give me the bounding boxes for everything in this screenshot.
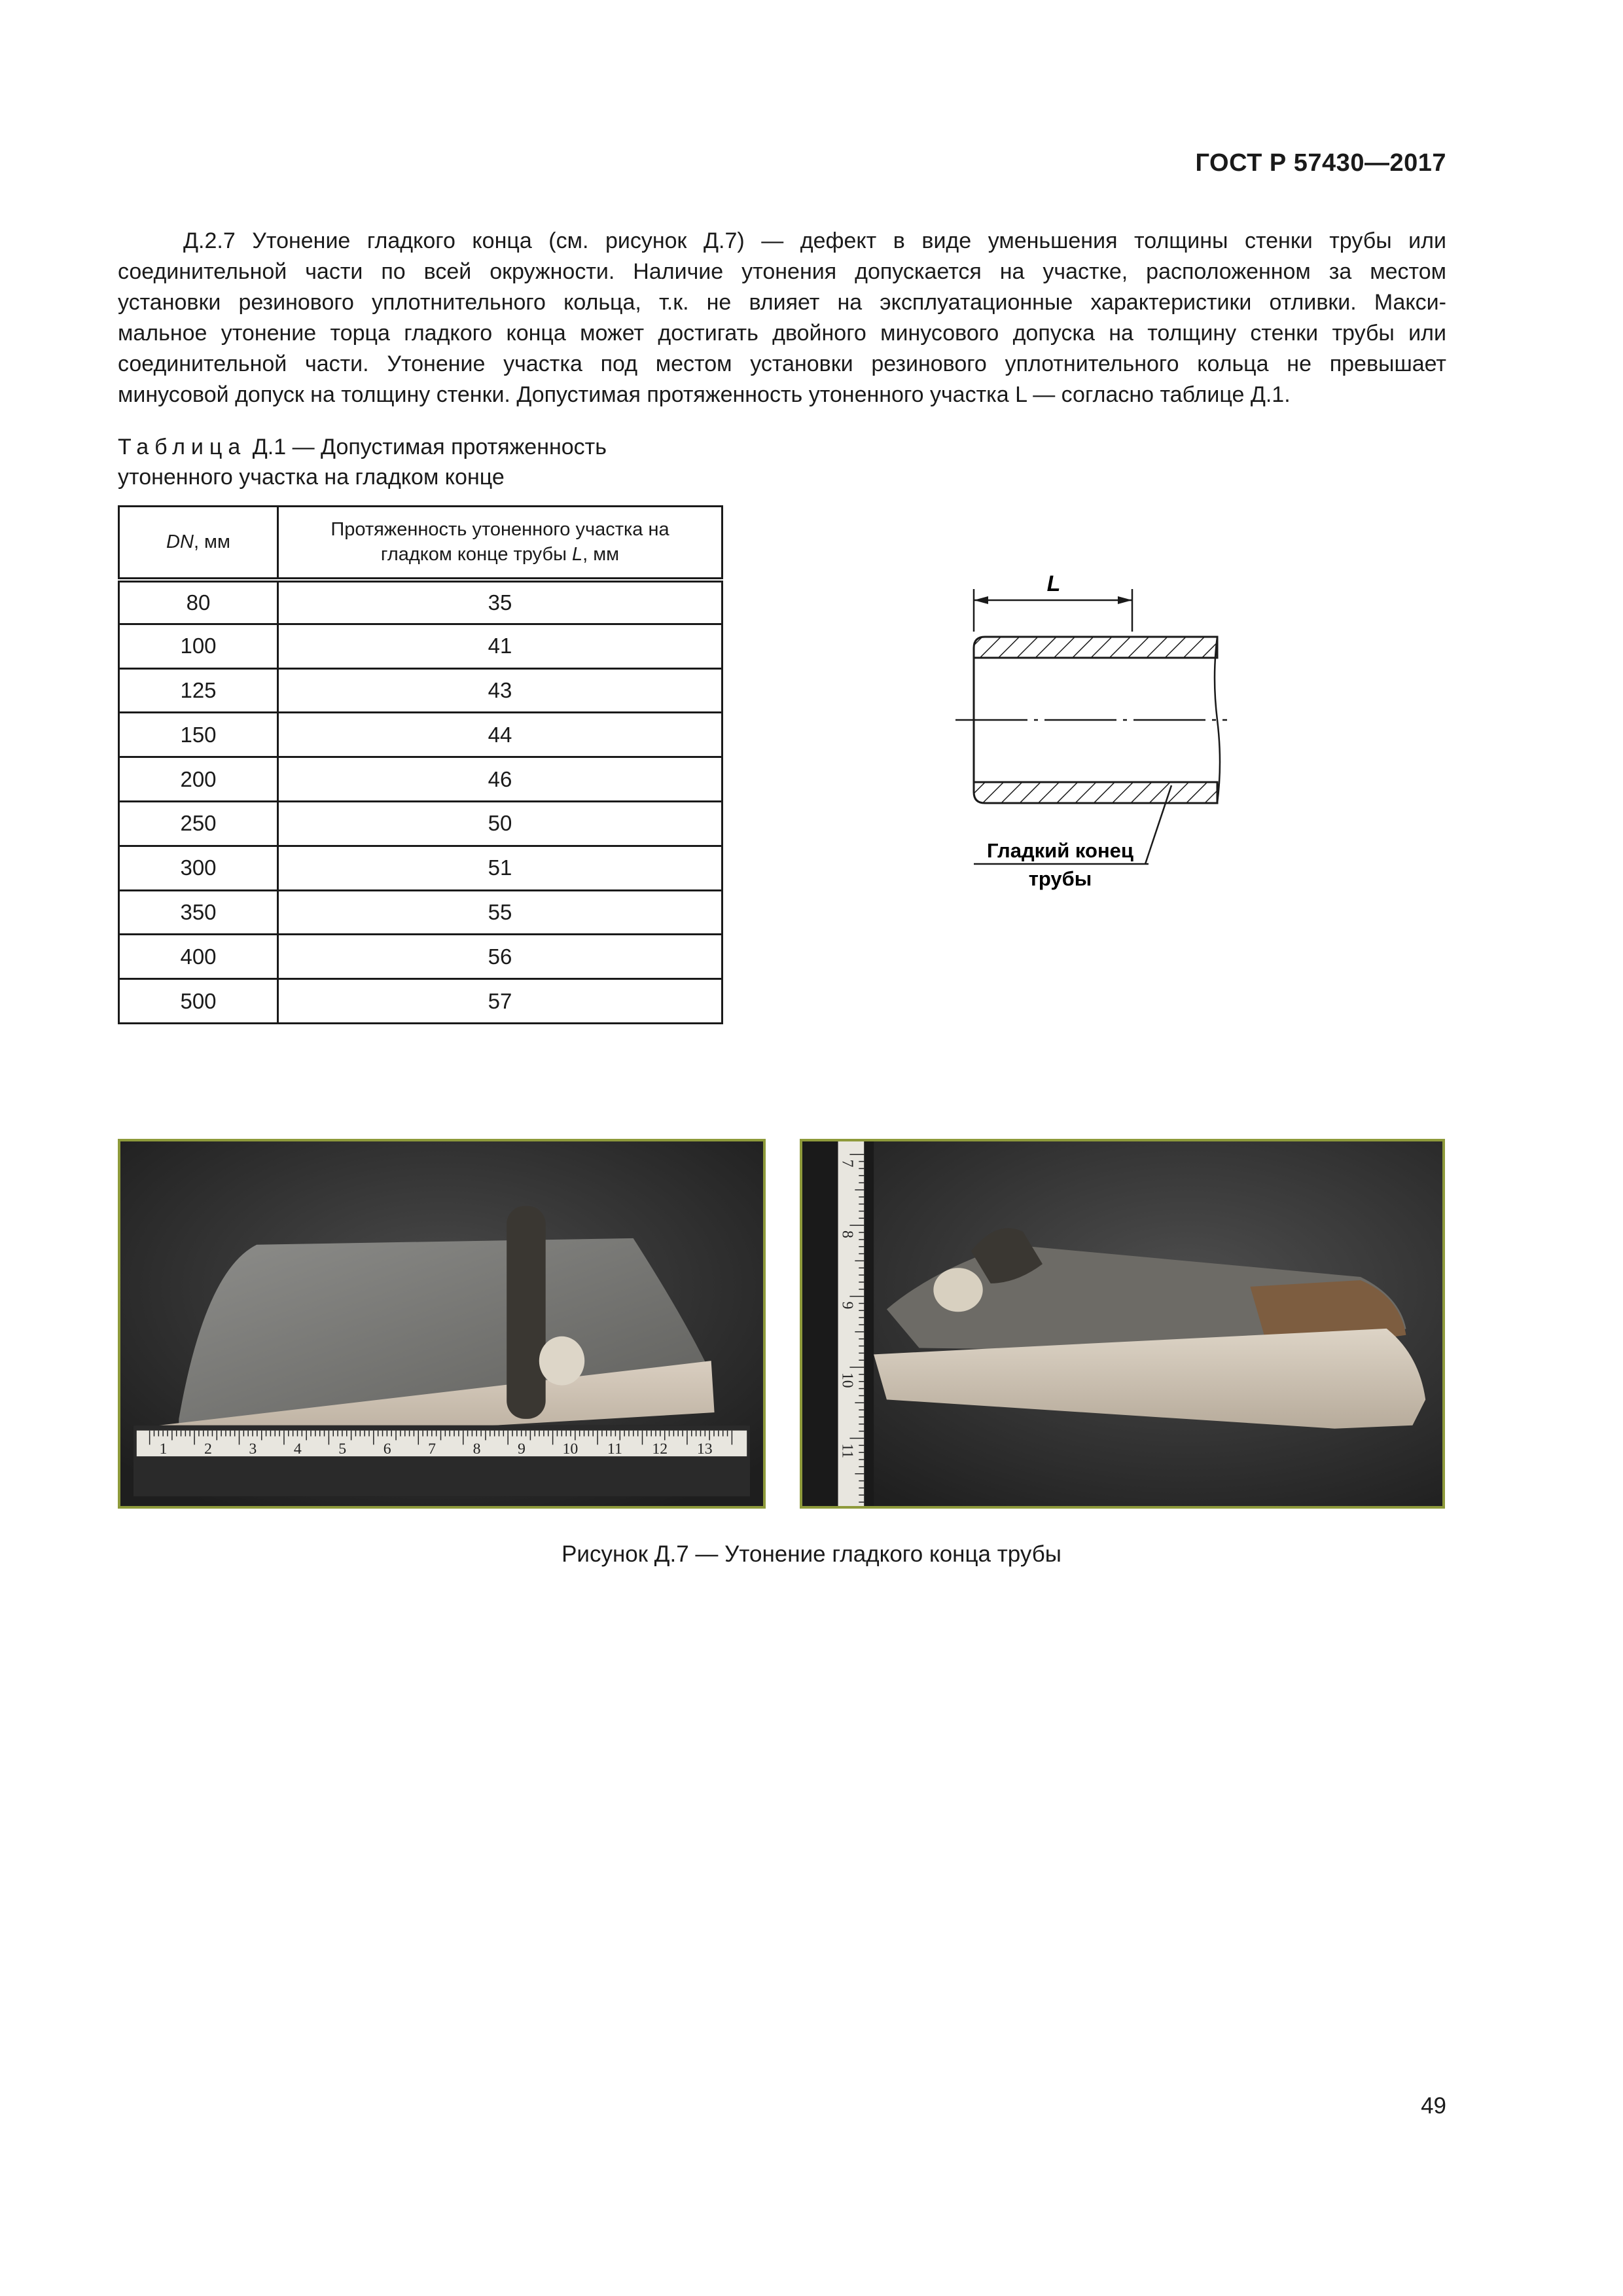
cell-dn: 500 [119, 979, 278, 1024]
column-header-dn: DN, мм [119, 507, 278, 580]
cell-length: 41 [278, 624, 722, 668]
ruler-number: 6 [383, 1441, 391, 1458]
cell-length: 43 [278, 668, 722, 713]
photo-sample-side-image [802, 1141, 1442, 1506]
cell-dn: 250 [119, 801, 278, 846]
table-row [119, 846, 722, 890]
ruler-number: 11 [838, 1443, 856, 1459]
cell-length: 44 [278, 713, 722, 757]
photo-sample-front-image [120, 1141, 763, 1506]
ruler-number: 9 [518, 1441, 526, 1458]
callout-label-line2: трубы [1028, 867, 1092, 890]
paragraph-line: соединительной части по всей окружности. Наличие утонения допускается на участке, расположенном за местом [118, 259, 1446, 284]
cell-length: 57 [278, 979, 722, 1024]
table-caption-label: Таблица [118, 435, 247, 459]
defect-paragraph [118, 226, 1446, 410]
cell-length: 51 [278, 846, 722, 890]
cell-length: 55 [278, 890, 722, 935]
page-number: 49 [1421, 2093, 1446, 2119]
ruler-number: 4 [293, 1441, 302, 1458]
paragraph-line: минусовой допуск на толщину стенки. Допустимая протяженность утоненного участка L — согласно таблице Д.1. [118, 382, 1291, 407]
ruler-number: 11 [607, 1441, 622, 1458]
dimension-arrow-left [974, 596, 988, 604]
ruler-number: 10 [838, 1372, 856, 1388]
cell-dn: 100 [119, 624, 278, 668]
paragraph-line: установки резинового уплотнительного кольца, т.к. не влияет на эксплуатационные характеристики отливки. Макси- [118, 290, 1446, 315]
ruler-number: 5 [338, 1441, 347, 1458]
table-row [119, 624, 722, 668]
table-caption-title: — Допустимая протяженность [286, 435, 607, 459]
paragraph-line: Д.2.7 Утонение гладкого конца (см. рисунок Д.7) — дефект в виде уменьшения толщины стенки трубы или [183, 228, 1446, 253]
cell-dn: 200 [119, 757, 278, 802]
pipe-wall-bottom [974, 782, 1217, 803]
cell-dn: 300 [119, 846, 278, 890]
table-row [119, 935, 722, 979]
table-header-row [119, 507, 722, 580]
table-row [119, 801, 722, 846]
ruler-number: 8 [838, 1230, 856, 1238]
pipe-end-diagram [929, 560, 1230, 900]
paragraph-line: мальное утонение торца гладкого конца может достигать двойного минусового допуска на толщину стенки трубы или [118, 321, 1446, 346]
ruler-ticks [137, 1431, 747, 1458]
ruler-number: 2 [204, 1441, 212, 1458]
ruler-number: 1 [159, 1441, 168, 1458]
callout-label-line1: Гладкий конец [987, 839, 1133, 862]
cell-dn: 150 [119, 713, 278, 757]
cell-dn: 350 [119, 890, 278, 935]
ruler-number: 13 [696, 1441, 713, 1458]
cell-dn: 400 [119, 935, 278, 979]
dimension-label: L [1046, 571, 1061, 596]
ruler-number: 12 [652, 1441, 668, 1458]
standard-code: ГОСТ Р 57430—2017 [1195, 149, 1446, 177]
cell-length: 46 [278, 757, 722, 802]
pipe-wall-top [974, 637, 1217, 658]
ruler-number: 7 [838, 1159, 856, 1168]
pipe-section-drawing [929, 560, 1230, 900]
cell-length: 56 [278, 935, 722, 979]
table-row [119, 979, 722, 1024]
column-header-length: Протяженность утоненного участка на гладком конце трубы L, мм [278, 507, 722, 580]
table-row [119, 757, 722, 802]
cell-length: 50 [278, 801, 722, 846]
cell-dn: 125 [119, 668, 278, 713]
ruler-number: 9 [838, 1301, 856, 1310]
thinning-length-table [118, 505, 723, 1024]
photo-sample-front [118, 1139, 766, 1509]
ruler-number: 10 [562, 1441, 579, 1458]
ruler-number: 7 [428, 1441, 437, 1458]
ruler-number: 3 [249, 1441, 257, 1458]
cell-length: 35 [278, 580, 722, 624]
table-caption-title-line2: утоненного участка на гладком конце [118, 465, 505, 490]
table-row [119, 668, 722, 713]
table-caption [118, 432, 746, 492]
figure-caption: Рисунок Д.7 — Утонение гладкого конца трубы [562, 1541, 1061, 1567]
ruler-number: 8 [473, 1441, 481, 1458]
dimension-arrow-right [1118, 596, 1132, 604]
table-row [119, 580, 722, 624]
table-row [119, 713, 722, 757]
photo-sample-side [800, 1139, 1445, 1509]
paragraph-line: соединительной части. Утонение участка под местом установки резинового уплотнительного кольца не превышает [118, 351, 1446, 376]
table-caption-number: Д.1 [252, 435, 287, 459]
cell-dn: 80 [119, 580, 278, 624]
table-row [119, 890, 722, 935]
